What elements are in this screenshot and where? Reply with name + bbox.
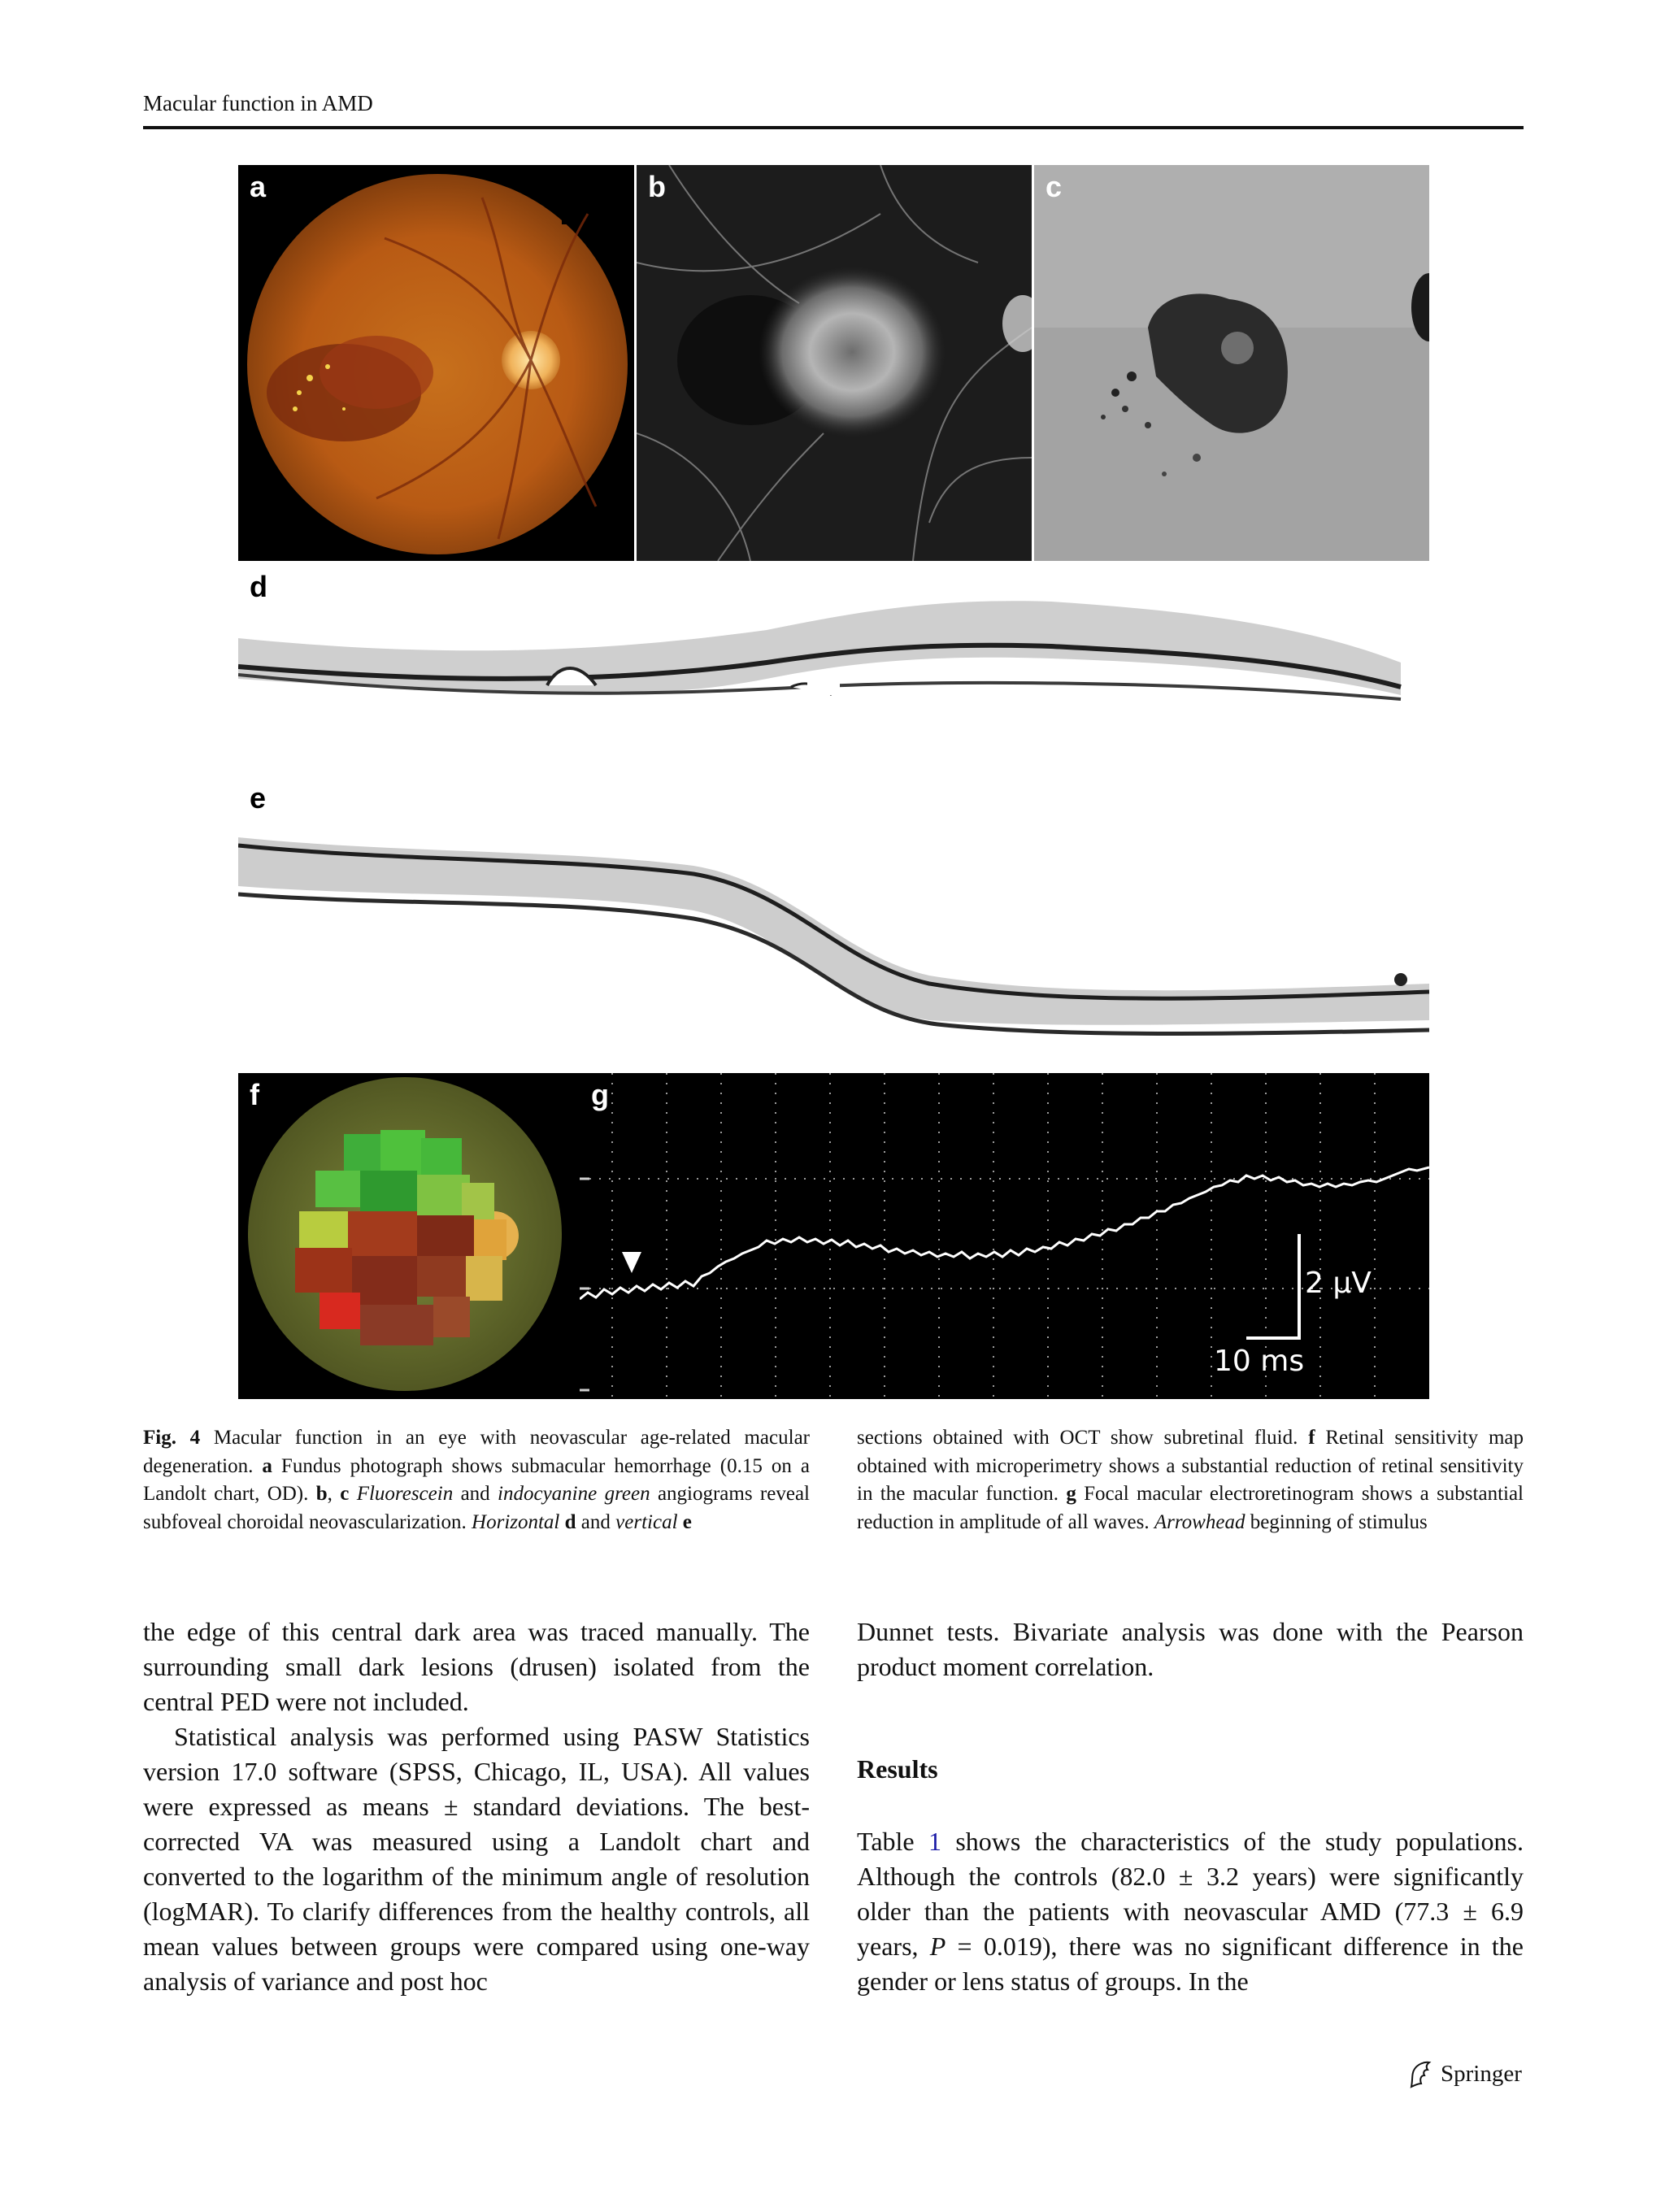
panel-e-vertical-oct	[238, 776, 1429, 1071]
caption-text: Retinal sensitivity map obtained with microperimetry shows a substantial reduction of retinal sensitivity in the macular function.	[857, 1427, 1524, 1505]
header-rule	[143, 126, 1524, 129]
section-heading-results: Results	[857, 1754, 938, 1784]
panel-f-microperimetry-map	[238, 1073, 580, 1399]
panel-c-icg-angiogram	[1034, 165, 1429, 561]
time-scale-label: 10 ms	[1214, 1345, 1305, 1378]
caption-italic: Horizontal	[472, 1510, 560, 1533]
icg-image	[1034, 165, 1429, 561]
vertical-oct-image	[238, 776, 1429, 1071]
body-text-span: = 0.019), there was no significant difference in the gender or lens status of groups. In the	[857, 1932, 1524, 1996]
amplitude-scale-label: 2 μV	[1305, 1267, 1372, 1300]
body-column-right-results	[857, 1824, 1524, 1999]
caption-text: sections obtained with OCT show subretinal fluid.	[857, 1427, 1309, 1449]
fundus-image	[238, 165, 634, 561]
microperimetry-image	[238, 1073, 580, 1399]
figure-4	[238, 165, 1429, 1399]
body-paragraph: Dunnet tests. Bivariate analysis was done with the Pearson product moment correlation.	[857, 1617, 1524, 1681]
caption-text: beginning of stimulus	[1245, 1510, 1428, 1533]
caption-text: Focal macular electroretinogram shows a substantial reduction in amplitude of all waves.	[857, 1483, 1524, 1533]
panel-d-horizontal-oct	[238, 565, 1429, 775]
panel-b-fluorescein-angiogram	[637, 165, 1032, 561]
body-paragraph: Statistical analysis was performed using PASW Statistics version 17.0 software (SPSS, Chicago, IL, USA). All values were expressed as means ± standard deviations. The best-corrected VA was measured using a Landolt chart and converted to the logarithm of the minimum angle of resolution (logMAR). To clarify differences from the healthy controls, all mean values between groups were compared using one-way analysis of variance and post hoc	[143, 1722, 810, 1996]
publisher-logo	[1406, 2059, 1522, 2088]
caption-italic: vertical	[615, 1510, 678, 1533]
caption-italic: Arrowhead	[1154, 1510, 1245, 1533]
body-text-span: Table	[857, 1827, 928, 1856]
caption-text: angiograms reveal subfoveal choroidal neovascularization.	[143, 1483, 810, 1533]
body-paragraph: the edge of this central dark area was traced manually. The surrounding small dark lesions (drusen) isolated from the central PED were not included.	[143, 1617, 810, 1716]
panel-label-f: f	[250, 1078, 259, 1111]
caption-panel-ref: c	[340, 1483, 350, 1505]
caption-text	[349, 1483, 356, 1505]
caption-text: ,	[327, 1483, 341, 1505]
caption-italic: Fluorescein	[356, 1483, 454, 1505]
body-column-left	[143, 1614, 810, 1999]
panel-g-focal-macular-erg	[580, 1073, 1429, 1399]
caption-panel-ref: g	[1066, 1483, 1076, 1505]
caption-figure-label: Fig. 4	[143, 1427, 201, 1449]
body-text-span: shows the characteristics of the study populations. Although the controls (82.0 ± 3.2 years) were significantly older than the patients with neovascular AMD (77.3 ± 6.9 years,	[857, 1827, 1524, 1961]
caption-italic: indocyanine green	[498, 1483, 650, 1505]
panel-label-c: c	[1046, 170, 1063, 203]
fluorescein-image	[637, 165, 1032, 561]
body-column-right	[857, 1614, 1524, 1684]
panel-label-a: a	[250, 170, 267, 203]
table-1-link[interactable]: 1	[928, 1827, 941, 1856]
caption-text: and	[453, 1483, 498, 1505]
caption-panel-ref: b	[315, 1483, 328, 1505]
springer-horse-icon	[1406, 2059, 1434, 2088]
caption-text: and	[576, 1510, 616, 1533]
figure-caption-right	[857, 1424, 1524, 1536]
caption-text: Macular function in an eye with neovascular age-related macular degeneration.	[143, 1427, 810, 1477]
panel-label-b: b	[648, 170, 666, 203]
figure-caption-left	[143, 1424, 810, 1536]
running-header: Macular function in AMD	[143, 91, 373, 115]
publisher-name: Springer	[1441, 2060, 1522, 2087]
caption-panel-ref: a	[262, 1454, 272, 1477]
panel-a-fundus-photo	[238, 165, 634, 561]
panel-label-e: e	[250, 781, 267, 815]
caption-text: Fundus photograph shows submacular hemorrhage (0.15 on a Landolt chart, OD).	[143, 1454, 810, 1505]
caption-panel-ref: d	[564, 1510, 576, 1533]
body-paragraph	[857, 1824, 1524, 1999]
caption-panel-ref: e	[682, 1510, 692, 1533]
panel-label-g: g	[591, 1078, 609, 1111]
p-value-symbol: P	[929, 1932, 946, 1961]
panel-label-d: d	[250, 570, 267, 603]
caption-panel-ref: f	[1308, 1427, 1315, 1449]
horizontal-oct-image	[238, 565, 1429, 775]
